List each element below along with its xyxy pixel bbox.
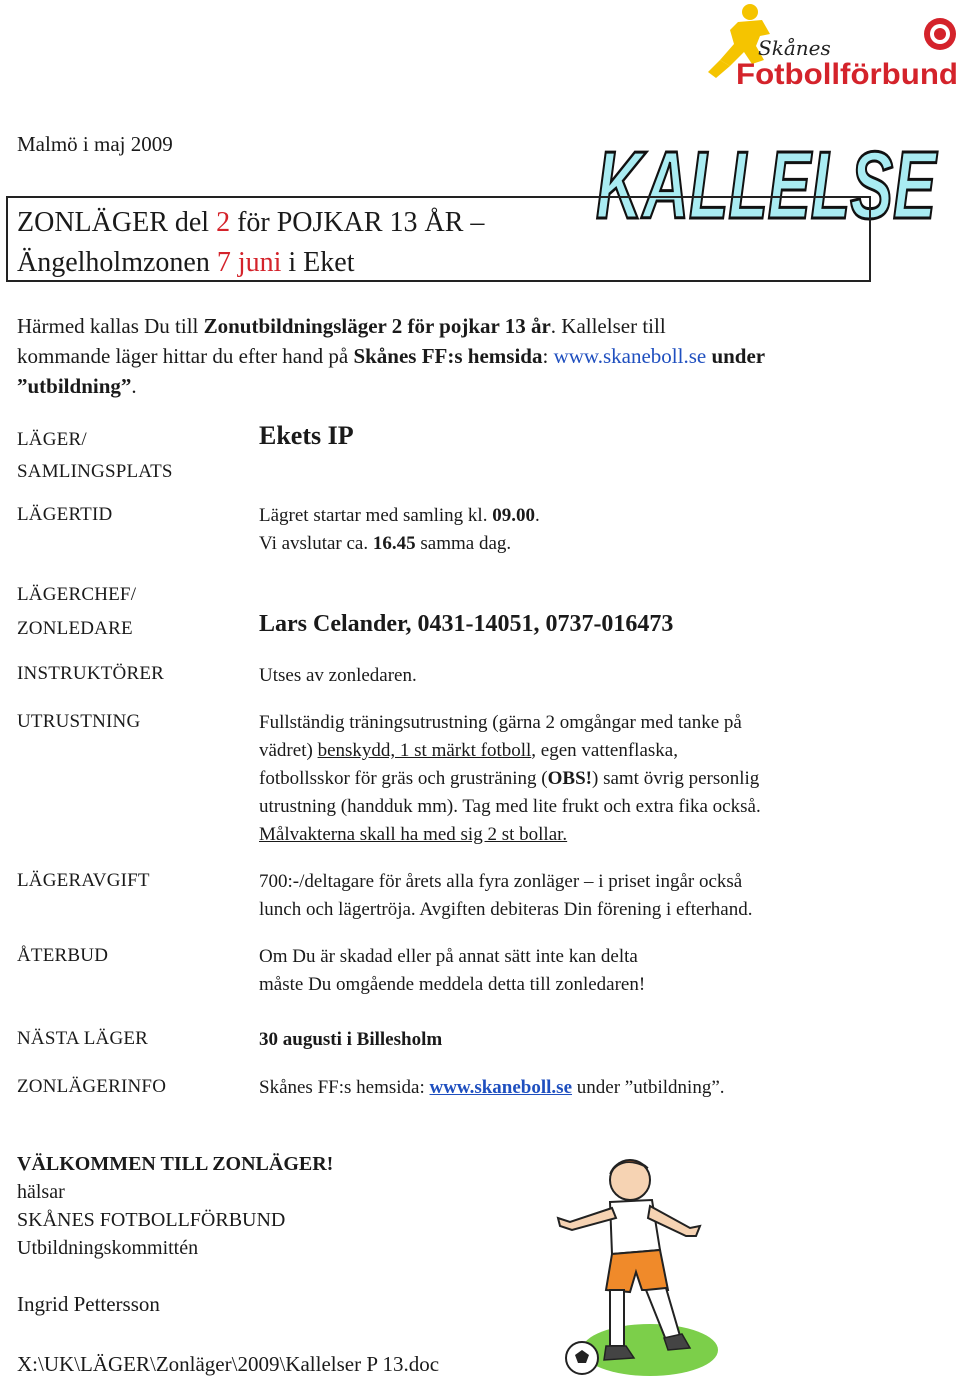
intro-paragraph bbox=[17, 311, 947, 401]
title-part-number: 2 bbox=[216, 207, 231, 238]
label-line: LÄGER/ bbox=[17, 429, 87, 450]
greeting: hälsar bbox=[17, 1181, 65, 1203]
intro-section-name: ”utbildning” bbox=[17, 374, 132, 398]
value-nasta-lager: 30 augusti i Billesholm bbox=[259, 1029, 443, 1050]
title-line1-post: för POJKAR 13 ÅR – bbox=[230, 207, 485, 238]
label-zonlagerinfo: ZONLÄGERINFO bbox=[17, 1076, 167, 1097]
equipment-line: utrustning (handduk mm). Tag med lite frukt och extra fika också. bbox=[259, 796, 761, 817]
intro-text: under bbox=[706, 344, 766, 368]
title-line2-post: i Eket bbox=[281, 247, 355, 278]
logo-text-top: Skånes bbox=[758, 36, 831, 60]
fee-line: lunch och lägertröja. Avgiften debiteras Din förening i efterhand. bbox=[259, 899, 753, 920]
logo-text-bottom: Fotbollförbund bbox=[736, 58, 958, 91]
label-instruktorer: INSTRUKTÖRER bbox=[17, 663, 165, 684]
cancel-line: måste Du omgående meddela detta till zonledaren! bbox=[259, 974, 646, 995]
skaneboll-link-bottom[interactable]: www.skaneboll.se bbox=[429, 1077, 573, 1098]
label-line: ZONLEDARE bbox=[17, 618, 133, 639]
label-utrustning: UTRUSTNING bbox=[17, 711, 141, 732]
page-title bbox=[17, 203, 484, 283]
skaneboll-link[interactable]: www.skaneboll.se bbox=[553, 344, 707, 368]
title-line2-pre: Ängelholmzonen bbox=[17, 247, 217, 278]
intro-camp-name: Zonutbildningsläger 2 för pojkar 13 år bbox=[203, 314, 551, 338]
label-nasta-lager: NÄSTA LÄGER bbox=[17, 1028, 149, 1049]
committee: Utbildningskommittén bbox=[17, 1237, 199, 1259]
svg-text:KALLELSE: KALLELSE bbox=[596, 132, 938, 230]
label-lageravgift: LÄGERAVGIFT bbox=[17, 870, 150, 891]
intro-text: . bbox=[131, 374, 137, 398]
organization: SKÅNES FOTBOLLFÖRBUND bbox=[17, 1209, 286, 1231]
obs-note: OBS! bbox=[547, 768, 592, 789]
title-date: 7 juni bbox=[216, 247, 282, 278]
grass-icon bbox=[582, 1324, 718, 1376]
intro-text: kommande läger hittar du efter hand på bbox=[17, 344, 354, 368]
label-lagerchef-zonledare bbox=[17, 578, 136, 646]
skanes-fotbollforbund-logo bbox=[700, 0, 960, 92]
time-text: . bbox=[534, 505, 540, 526]
equipment-text: , egen vattenflaska, bbox=[531, 740, 678, 761]
start-time: 09.00 bbox=[492, 505, 535, 526]
intro-text: : bbox=[542, 344, 554, 368]
time-text: Lägret startar med samling kl. bbox=[259, 505, 493, 526]
label-lager-samlingsplats bbox=[17, 424, 173, 488]
intro-site-name: Skånes FF:s hemsida bbox=[353, 344, 543, 368]
time-text: samma dag. bbox=[415, 533, 512, 554]
intro-text: . Kallelser till bbox=[550, 314, 666, 338]
label-aterbud: ÅTERBUD bbox=[17, 945, 109, 966]
time-text: Vi avslutar ca. bbox=[259, 533, 373, 554]
fee-line: 700:-/deltagare för årets alla fyra zonläger – i priset ingår också bbox=[259, 871, 743, 892]
signer-name: Ingrid Pettersson bbox=[17, 1292, 160, 1316]
goalkeeper-note: Målvakterna skall ha med sig 2 st bollar. bbox=[259, 824, 568, 845]
title-line1-pre: ZONLÄGER del bbox=[17, 207, 217, 238]
value-aterbud bbox=[259, 943, 949, 999]
label-line: LÄGERCHEF/ bbox=[17, 584, 137, 605]
shorts-icon bbox=[606, 1250, 668, 1292]
place-date: Malmö i maj 2009 bbox=[17, 132, 173, 156]
value-lagertid bbox=[259, 502, 949, 558]
cancel-line: Om Du är skadad eller på annat sätt inte kan delta bbox=[259, 946, 638, 967]
player-silhouette-icon bbox=[700, 0, 960, 92]
label-line: SAMLINGSPLATS bbox=[17, 461, 173, 482]
value-lageravgift bbox=[259, 868, 949, 924]
equipment-text: fotbollsskor för gräs och grusträning ( bbox=[259, 768, 548, 789]
file-path: X:\UK\LÄGER\Zonläger\2009\Kallelser P 13.doc bbox=[17, 1352, 440, 1376]
intro-text: Härmed kallas Du till bbox=[17, 314, 204, 338]
value-instruktorer: Utses av zonledaren. bbox=[259, 665, 417, 686]
end-time: 16.45 bbox=[372, 533, 416, 554]
info-text: Skånes FF:s hemsida: bbox=[259, 1077, 430, 1098]
value-utrustning bbox=[259, 709, 949, 849]
value-location: Ekets IP bbox=[259, 421, 354, 450]
soccer-player-illustration bbox=[550, 1150, 720, 1380]
value-zonledare: Lars Celander, 0431-14051, 0737-016473 bbox=[259, 611, 674, 637]
equipment-text: vädret) bbox=[259, 740, 318, 761]
equipment-emphasis: benskydd, 1 st märkt fotboll bbox=[317, 740, 532, 761]
welcome-text: VÄLKOMMEN TILL ZONLÄGER! bbox=[17, 1153, 334, 1175]
equipment-text: ) samt övrig personlig bbox=[592, 768, 760, 789]
footer-block bbox=[17, 1150, 333, 1262]
label-lagertid: LÄGERTID bbox=[17, 504, 113, 525]
equipment-line: Fullständig träningsutrustning (gärna 2 omgångar med tanke på bbox=[259, 712, 742, 733]
info-text: under ”utbildning”. bbox=[572, 1077, 725, 1098]
value-zonlagerinfo bbox=[259, 1074, 949, 1102]
